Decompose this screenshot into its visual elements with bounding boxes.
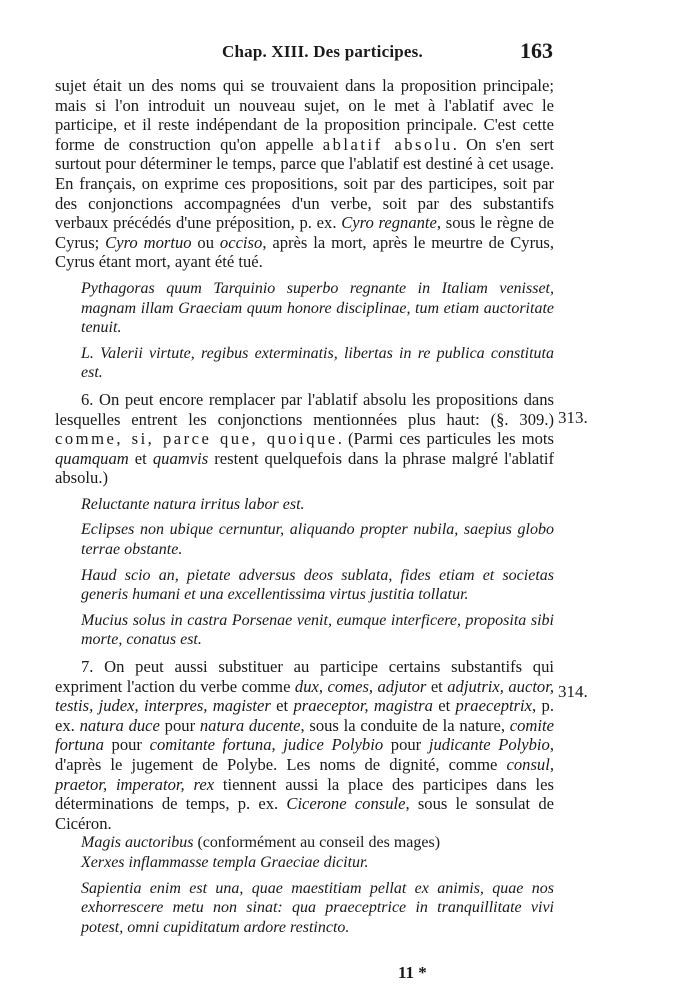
signature-mark: 11 * (398, 963, 427, 982)
paragraph-6: 6. On peut encore remplacer par l'ablatif absolu les propositions dans lesquelles entrent les conjonctions mentionnées plus haut: (§. 309.) comme, si, parce que, quoique. (Parmi ces particules les mots quamquam et quamvis restent quelquefois dans la phrase malgré l'ablatif absolu.) (55, 389, 554, 488)
latin-example: Sapientia enim est una, quae maestitiam pellat ex animis, quae nos exhorrescere metu non sinat: qua praeceptrice in tranquillitate vivi potest, omni cupiditatum ardore restincto. (81, 879, 554, 936)
conjunction-list: comme, si, parce que, quoique (55, 429, 338, 449)
paragraph-7: 7. On peut aussi substituer au participe certains substantifs qui expriment l'action du verbe comme dux, comes, adjutor et adjutrix, auctor, testis, judex, interpres, magister et praeceptor, magistra et praeceptrix, p. ex. natura duce pour natura ducente, sous la conduite de la nature, comite fortuna pour comitante fortuna, judice Polybio pour judicante Polybio, d'après le jugement de Polybe. Les noms de dignité, comme consul, praetor, imperator, rex tiennent aussi la place des participes dans les déterminations de temps, p. ex. Cicerone consule, sous le sonsulat de Cicéron. (55, 657, 555, 833)
term-ablatif-absolu: ablatif absolu (322, 134, 453, 154)
latin-example: Magis auctoribus (conformément au conseil des mages) (81, 834, 441, 852)
chapter-title: Chap. XIII. Des participes. (222, 42, 423, 61)
latin-example: Eclipses non ubique cernuntur, aliquando propter nubila, saepius globo terrae obstante. (81, 521, 554, 559)
latin-example: Mucius solus in castra Porsenae venit, eumque interficere, proposita sibi morte, conatus est. (81, 611, 554, 649)
main-text (55, 76, 554, 937)
paragraph-number: 7. (81, 657, 94, 677)
margin-section-number: 314. (558, 682, 588, 701)
page-number: 163 (520, 38, 553, 63)
paragraph-continued: sujet était un des noms qui se trouvaient dans la proposition principale; mais si l'on introduit un nouveau sujet, on le met à l'ablatif avec le participe, et il reste indépendant de la proposition principale. C'est cette forme de construction qu'on appelle ablatif absolu. On s'en sert surtout pour déterminer le temps, parce que l'ablatif est destiné à cet usage. En français, on exprime ces propositions, soit par des participes, soit par des conjonctions accompagnées d'un verbe, soit par des substantifs verbaux précédés d'une préposition, p. ex. Cyro regnante, sous le règne de Cyrus; Cyro mortuo ou occiso, après la mort, après le meurtre de Cyrus, Cyrus étant mort, ayant été tué. (55, 76, 555, 272)
latin-example: Haud scio an, pietate adversus deos sublata, fides etiam et societas generis humani et una excellentissima virtus justitia tollatur. (81, 566, 554, 604)
latin-example: Reluctante natura irritus labor est. (81, 495, 305, 513)
running-header (0, 38, 692, 68)
paragraph-number: 6. (81, 389, 94, 409)
margin-section-number: 313. (558, 408, 588, 427)
latin-example: Xerxes inflammasse templa Graeciae dicitur. (81, 853, 369, 871)
latin-example: L. Valerii virtute, regibus exterminatis, libertas in re publica constituta est. (81, 344, 554, 382)
latin-example: Pythagoras quum Tarquinio superbo regnante in Italiam venisset, magnam illam Graeciam quum honore disciplinae, tum etiam auctoritate tenuit. (81, 279, 554, 337)
